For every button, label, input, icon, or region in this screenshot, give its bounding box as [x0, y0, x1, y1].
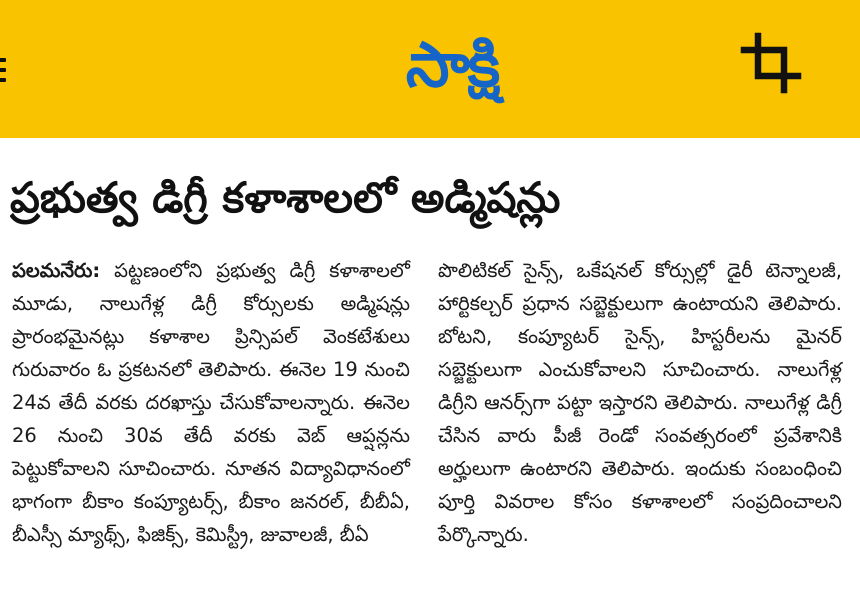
article-headline: ప్రభుత్వ డిగ్రీ కళాశాలలో అడ్మిషన్లు [10, 173, 561, 222]
crop-icon[interactable] [740, 32, 802, 94]
article-dateline: పలమనేరు: [12, 259, 101, 282]
article-column-left [12, 254, 410, 551]
brand-logo: సాక్షి [405, 28, 499, 101]
article-column-right [438, 254, 842, 551]
article-body-right: పొలిటికల్ సైన్స్, ఒకేషనల్ కోర్సుల్లో డైరీ టెన్నాలజీ, హార్టికల్చర్ ప్రధాన సబ్జెక్టులుగా ఉంటాయని తెలిపారు. బోటని, కంప్యూటర్ సైన్స్, హిస్టరీలను మైనర్ సబ్జెక్టులుగా ఎంచుకోవాలని సూచించారు. నాలుగేళ్ల డిగ్రీని ఆనర్స్‌గా పట్టా ఇస్తారని తెలిపారు. నాలుగేళ్ల డిగ్రీ చేసిన వారు పీజీ రెండో సంవత్సరంలో ప్రవేశానికి అర్హులుగా ఉంటారని తెలిపారు. ఇందుకు సంబంధించి పూర్తి వివరాల కోసం కళాశాలలో సంప్రదించాలని పేర్కొన్నారు. [438, 259, 842, 546]
menu-icon[interactable] [0, 52, 8, 88]
app-header [0, 0, 860, 138]
article-body-left: పట్టణంలోని ప్రభుత్వ డిగ్రీ కళాశాలలో మూడు, నాలుగేళ్ల డిగ్రీ కోర్సులకు అడ్మిషన్లు ప్రారంభమైనట్లు కళాశాల ప్రిన్సిపల్ వెంకటేశులు గురువారం ఓ ప్రకటనలో తెలిపారు. ఈనెల 19 నుంచి 24వ తేదీ వరకు దరఖాస్తు చేసుకోవాలన్నారు. ఈనెల 26 నుంచి 30వ తేదీ వరకు వెబ్ ఆప్షన్లను పెట్టుకోవాలని సూచించారు. నూతన విద్యావిధానంలో భాగంగా బీకాం కంప్యూటర్స్, బీకాం జనరల్, బీబీఏ, బీఎస్సీ మ్యాథ్స్, ఫిజిక్స్, కెమిస్ట్రీ, జువాలజీ, బీఏ [12, 259, 410, 546]
article-paragraph [12, 254, 410, 551]
